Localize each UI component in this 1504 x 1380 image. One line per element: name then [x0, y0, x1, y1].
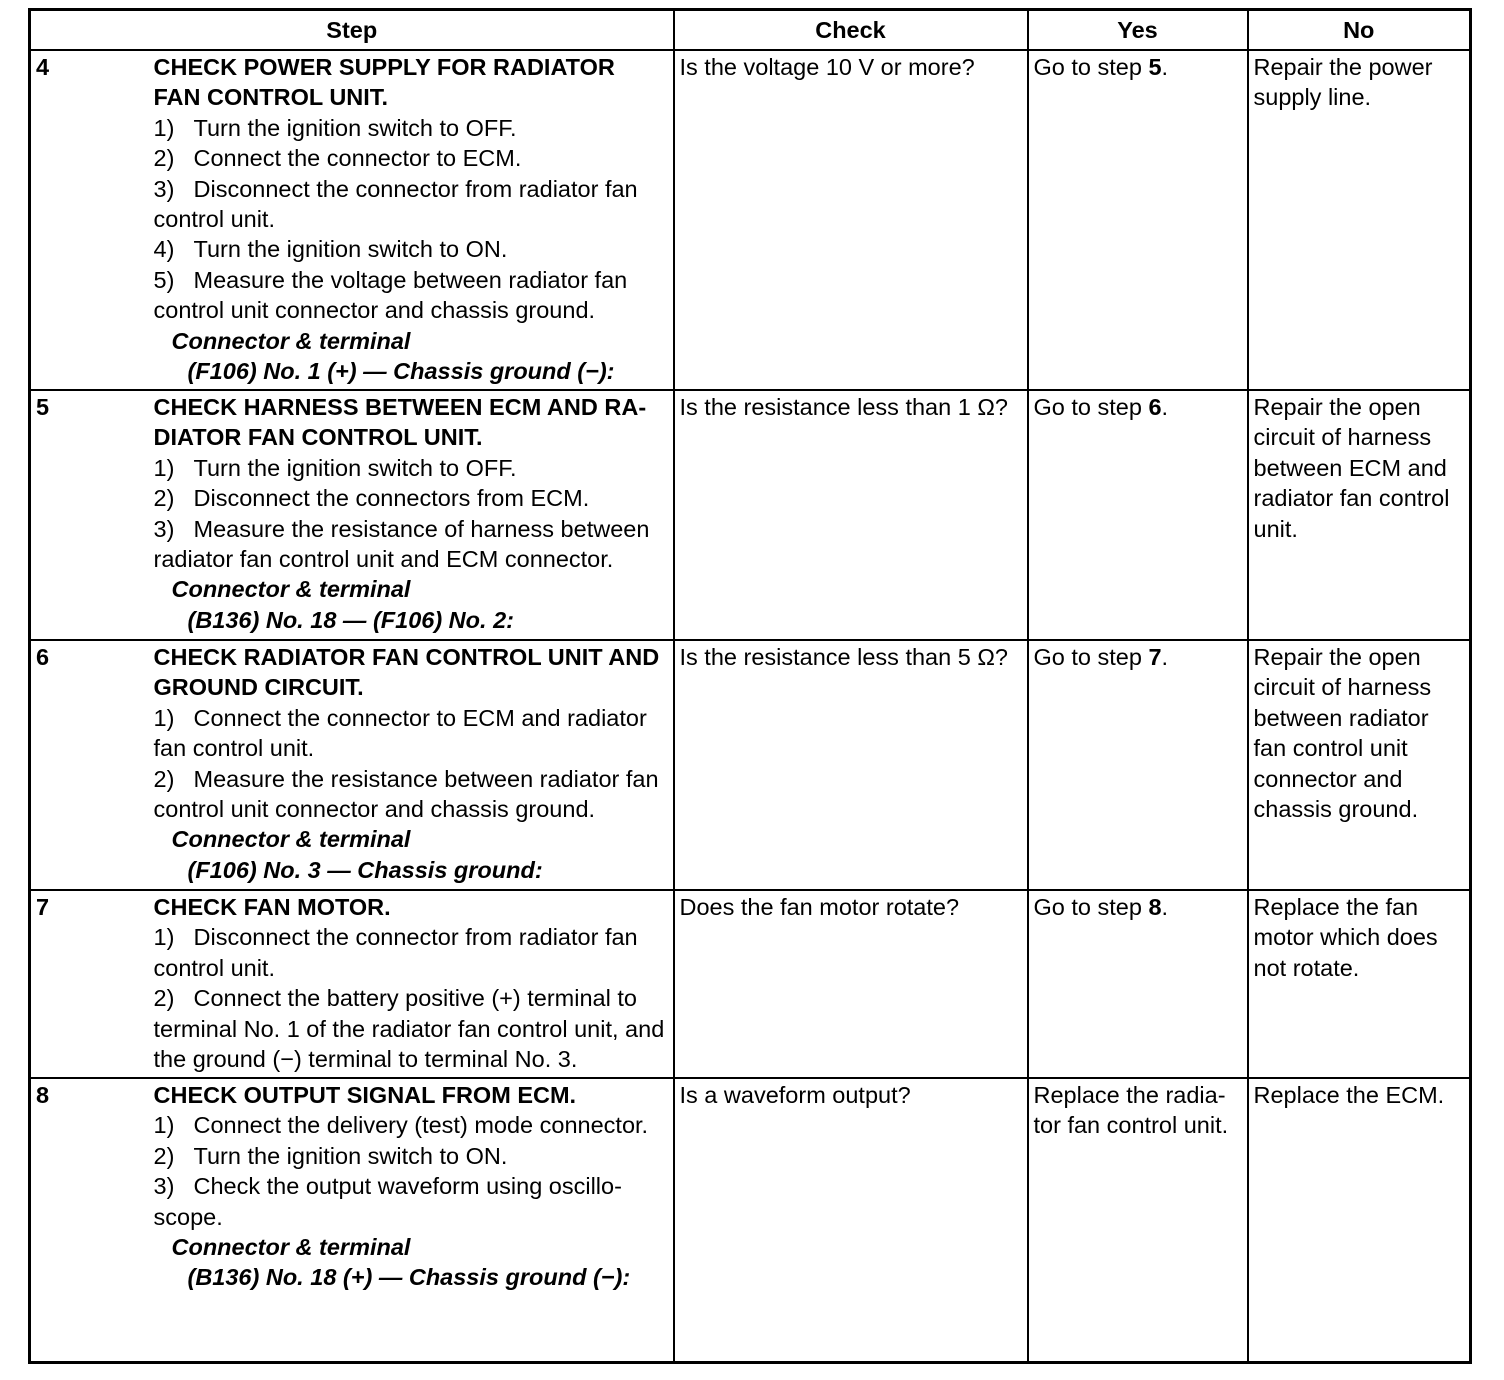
yes-text: Go to step [1033, 894, 1149, 920]
connector-label: Connector & terminal [171, 576, 411, 603]
instruction-text: Check the output waveform using oscillo-scope. [153, 1173, 622, 1230]
table-row [30, 50, 1471, 390]
yes-action [1028, 640, 1248, 890]
connector-terminal-value: (F106) No. 3 — Chassis ground: [187, 856, 543, 883]
yes-text: Go to step [1033, 394, 1149, 420]
no-action: Repair the open circuit of harness between ECM and radiator fan control unit. [1248, 390, 1471, 640]
instruction-text: Disconnect the connector from radiator fan control unit. [153, 924, 638, 981]
header-no: No [1248, 10, 1471, 51]
instruction-number: 3) [153, 515, 175, 542]
instruction-text: Measure the voltage between radiator fan control unit connector and chassis ground. [153, 266, 628, 324]
table-row [30, 890, 1471, 1078]
instruction-item [154, 174, 667, 235]
instruction-number: 5) [153, 266, 175, 293]
yes-action [1028, 890, 1248, 1078]
no-action: Replace the ECM. [1248, 1078, 1471, 1362]
yes-suffix: . [1161, 644, 1169, 670]
yes-step-ref: 6 [1148, 394, 1162, 420]
instruction-number: 1) [153, 924, 175, 951]
header-row [30, 10, 1471, 51]
step-description [150, 50, 674, 390]
no-action: Replace the fan motor which does not rotate. [1248, 890, 1471, 1078]
instruction-text: Disconnect the connector from radiator fan control unit. [153, 175, 638, 233]
step-number: 4 [30, 50, 150, 390]
yes-action [1028, 390, 1248, 640]
instruction-item [154, 234, 667, 264]
yes-suffix: . [1161, 894, 1169, 920]
header-step: Step [30, 10, 674, 51]
instruction-text: Measure the resistance between radiator fan control unit connector and chassis ground. [153, 765, 659, 823]
step-title: CHECK RADIATOR FAN CONTROL UNIT AND GROUND CIRCUIT. [153, 644, 660, 701]
step-number: 6 [30, 640, 150, 890]
instruction-item [154, 453, 667, 483]
step-description [150, 890, 674, 1078]
connector-label: Connector & terminal [171, 1234, 411, 1261]
yes-text: Replace the radia-tor fan control unit. [1033, 1082, 1229, 1139]
instruction-number: 4) [153, 236, 175, 263]
step-description [150, 640, 674, 890]
connector-terminal-value: (F106) No. 1 (+) — Chassis ground (−): [187, 358, 615, 385]
yes-text: Go to step [1033, 644, 1149, 670]
yes-action [1028, 1078, 1248, 1362]
connector-terminal-value: (B136) No. 18 (+) — Chassis ground (−): [187, 1264, 631, 1291]
table-row [30, 640, 1471, 890]
instruction-item [154, 1171, 667, 1232]
instruction-text: Measure the resistance of harness between radiator fan control unit and ECM connector. [153, 515, 650, 573]
yes-suffix: . [1161, 54, 1169, 80]
instruction-item [154, 265, 667, 326]
instruction-number: 3) [153, 175, 175, 202]
yes-suffix: . [1161, 394, 1169, 420]
instruction-number: 2) [153, 765, 175, 792]
check-question: Is the resistance less than 1 Ω? [674, 390, 1028, 640]
instruction-item [154, 983, 667, 1074]
instruction-number: 2) [153, 1142, 175, 1169]
instruction-item [154, 113, 667, 143]
no-action: Repair the open circuit of harness between radiator fan control unit connector and chassis ground. [1248, 640, 1471, 890]
step-number: 7 [30, 890, 150, 1078]
instruction-text: Turn the ignition switch to ON. [193, 1142, 508, 1169]
connector-label: Connector & terminal [171, 327, 411, 354]
instruction-text: Connect the battery positive (+) terminal to terminal No. 1 of the radiator fan control unit, and the ground (−) terminal to terminal No. 3. [153, 985, 665, 1073]
instruction-text: Connect the connector to ECM and radiator fan control unit. [153, 704, 647, 762]
step-title: CHECK POWER SUPPLY FOR RADIATOR FAN CONTROL UNIT. [153, 54, 615, 111]
step-description [150, 1078, 674, 1362]
instruction-number: 1) [153, 114, 175, 141]
header-check: Check [674, 10, 1028, 51]
step-description [150, 390, 674, 640]
instruction-item [154, 922, 667, 983]
no-action: Repair the power supply line. [1248, 50, 1471, 390]
step-title: CHECK HARNESS BETWEEN ECM AND RA-DIATOR FAN CONTROL UNIT. [153, 394, 647, 451]
check-question: Is the resistance less than 5 Ω? [674, 640, 1028, 890]
instruction-number: 1) [153, 454, 175, 481]
instruction-item [154, 764, 667, 825]
check-question: Does the fan motor rotate? [674, 890, 1028, 1078]
instruction-item [154, 483, 667, 513]
check-question: Is the voltage 10 V or more? [674, 50, 1028, 390]
instruction-text: Turn the ignition switch to OFF. [193, 454, 517, 481]
table-row [30, 390, 1471, 640]
instruction-number: 1) [153, 704, 175, 731]
step-title: CHECK OUTPUT SIGNAL FROM ECM. [153, 1082, 577, 1108]
instruction-text: Turn the ignition switch to ON. [193, 236, 508, 263]
check-question: Is a waveform output? [674, 1078, 1028, 1362]
yes-step-ref: 5 [1148, 54, 1162, 80]
diagnostic-table [28, 8, 1472, 1364]
instruction-item [154, 514, 667, 575]
instruction-text: Disconnect the connectors from ECM. [193, 485, 590, 512]
connector-label: Connector & terminal [171, 826, 411, 853]
instruction-text: Connect the connector to ECM. [193, 145, 522, 172]
yes-step-ref: 7 [1148, 644, 1162, 670]
step-number: 8 [30, 1078, 150, 1362]
instruction-item [154, 703, 667, 764]
instruction-text: Connect the delivery (test) mode connector. [193, 1112, 649, 1139]
instruction-number: 2) [153, 485, 175, 512]
header-yes: Yes [1028, 10, 1248, 51]
connector-terminal-value: (B136) No. 18 — (F106) No. 2: [187, 606, 514, 633]
yes-step-ref: 8 [1148, 894, 1162, 920]
step-title: CHECK FAN MOTOR. [153, 894, 391, 920]
instruction-item [154, 1141, 667, 1171]
instruction-text: Turn the ignition switch to OFF. [193, 114, 517, 141]
instruction-number: 3) [153, 1173, 175, 1200]
instruction-item [154, 1110, 667, 1140]
instruction-number: 1) [153, 1112, 175, 1139]
step-number: 5 [30, 390, 150, 640]
table-row [30, 1078, 1471, 1362]
instruction-number: 2) [153, 985, 175, 1012]
instruction-number: 2) [153, 145, 175, 172]
yes-text: Go to step [1033, 54, 1149, 80]
instruction-item [154, 143, 667, 173]
yes-action [1028, 50, 1248, 390]
